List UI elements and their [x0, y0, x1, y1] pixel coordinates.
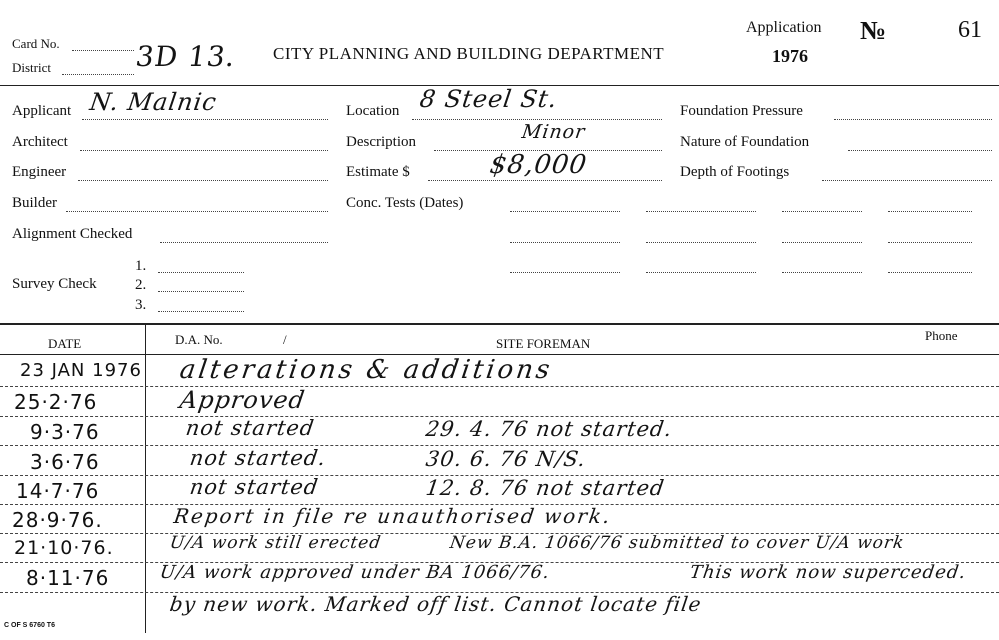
estimate-label: Estimate $: [346, 164, 410, 180]
estimate-value: $8,000: [487, 150, 590, 180]
da-number-column-header: D.A. No.: [175, 332, 223, 347]
log-row-date: 21·10·76.: [14, 537, 114, 559]
log-row-entry: alterations & additions: [177, 355, 555, 385]
number-sign: №: [860, 16, 887, 45]
log-row-entry-secondary: New B.A. 1066/76 submitted to cover U/A work: [448, 533, 906, 553]
log-row-entry: Report in file re unauthorised work.: [172, 504, 614, 528]
da-slash: /: [283, 332, 287, 347]
description-value: Minor: [520, 121, 587, 143]
builder-label: Builder: [12, 195, 57, 211]
description-label: Description: [346, 134, 416, 150]
log-row-entry: U/A work approved under BA 1066/76.: [158, 562, 552, 583]
applicant-label: Applicant: [12, 103, 72, 119]
card-no-label: Card No.: [12, 36, 60, 51]
district-label: District: [12, 60, 51, 75]
survey-number-3: 3.: [135, 297, 147, 313]
log-row-entry: not started: [188, 475, 321, 499]
depth-of-footings-label: Depth of Footings: [680, 164, 790, 180]
application-year: 1976: [772, 46, 808, 66]
card-number-value: 3D 13.: [133, 40, 239, 73]
site-foreman-column-header: SITE FOREMAN: [496, 336, 591, 351]
survey-number-2: 2.: [135, 277, 147, 293]
phone-column-header: Phone: [925, 328, 958, 343]
log-row-date: 3·6·76: [30, 450, 100, 474]
foundation-pressure-label: Foundation Pressure: [680, 103, 803, 119]
log-row-date: 14·7·76: [16, 479, 100, 503]
application-label: Application: [746, 19, 822, 36]
log-row-entry: by new work. Marked off list. Cannot locate file: [168, 592, 704, 616]
log-row-entry-secondary: This work now superceded.: [688, 562, 968, 583]
form-code: C OF S 6760 T6: [4, 622, 55, 629]
application-number: 61: [958, 17, 982, 43]
log-row-entry: not started: [184, 416, 317, 440]
log-row-date: 23 JAN 1976: [20, 360, 142, 381]
applicant-value: N. Malnic: [88, 88, 219, 116]
conc-tests-label: Conc. Tests (Dates): [346, 195, 464, 211]
log-row-entry: Approved: [178, 386, 308, 414]
log-row-date: 8·11·76: [26, 566, 110, 590]
log-row-entry: U/A work still erected: [168, 533, 383, 553]
location-label: Location: [346, 103, 400, 119]
date-column-header: DATE: [48, 336, 82, 351]
nature-of-foundation-label: Nature of Foundation: [680, 134, 810, 150]
log-row-date: 9·3·76: [30, 420, 100, 444]
location-value: 8 Steel St.: [418, 85, 560, 113]
log-row-entry: not started.: [188, 446, 328, 470]
log-row-entry-secondary: 12. 8. 76 not started: [424, 476, 667, 500]
engineer-label: Engineer: [12, 164, 67, 180]
department-title: CITY PLANNING AND BUILDING DEPARTMENT: [273, 44, 665, 63]
log-row-date: 25·2·76: [14, 390, 98, 414]
architect-label: Architect: [12, 134, 68, 150]
log-row-date: 28·9·76.: [12, 508, 103, 532]
log-row-entry-secondary: 30. 6. 76 N/S.: [424, 447, 588, 471]
alignment-label: Alignment Checked: [12, 226, 133, 242]
log-row-entry-secondary: 29. 4. 76 not started.: [424, 417, 674, 441]
survey-number-1: 1.: [135, 258, 147, 274]
survey-check-label: Survey Check: [12, 276, 97, 292]
